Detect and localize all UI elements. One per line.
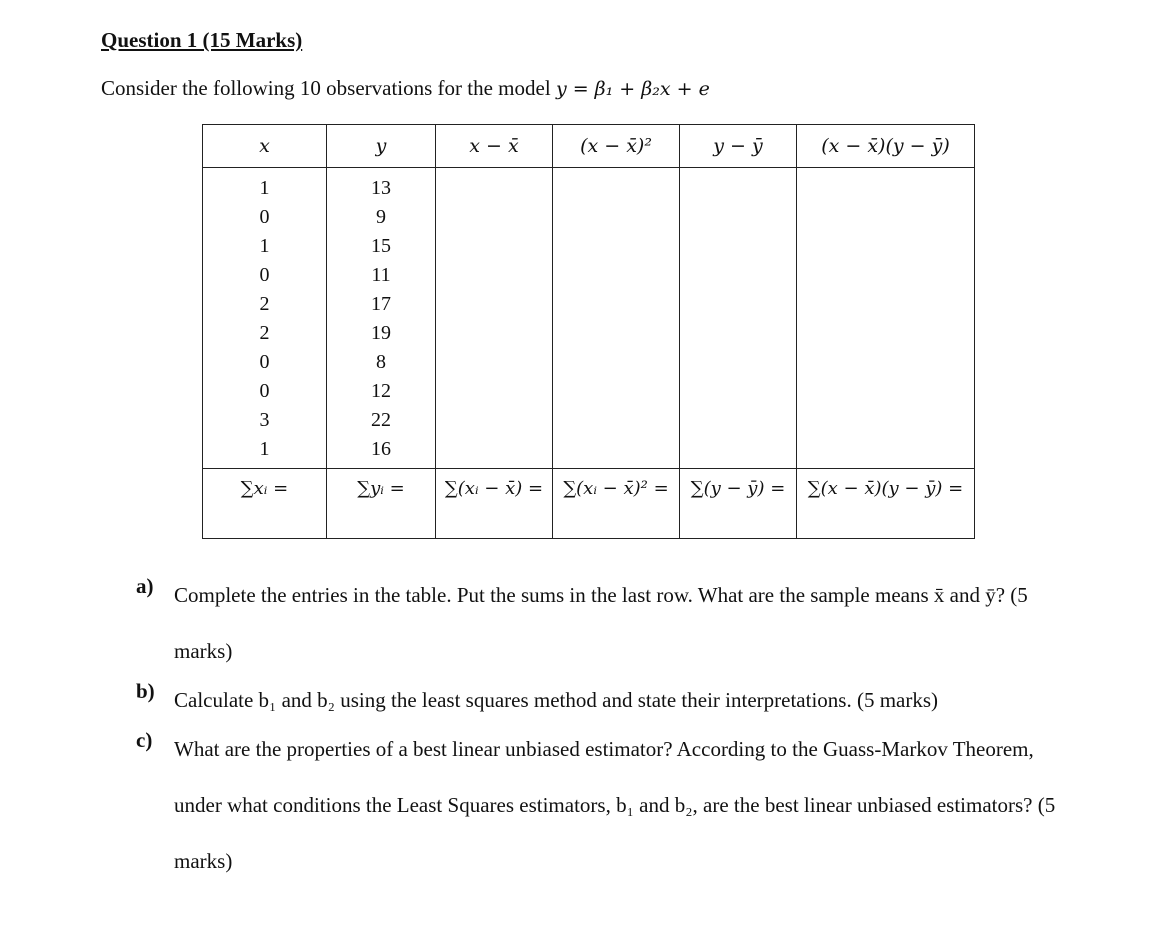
question-part-a [136,574,1086,679]
question-parts [136,574,1086,889]
x-value: 1 [259,438,270,460]
intro-sentence [101,76,710,101]
sum-x-dev-label: ∑(xᵢ − x̄) = [444,478,544,499]
part-text: Calculate b₁ and b₂ using the least squares method and state their interpretations. (5 marks) [174,688,939,712]
sum-cross-product-cell[interactable] [797,469,975,539]
x-value: 0 [259,380,270,402]
sum-x-dev-cell[interactable] [436,469,553,539]
question-title: Question 1 (15 Marks) [101,28,303,52]
x-value: 1 [259,235,270,257]
sum-x-dev-squared-label: ∑(xᵢ − x̄)² = [563,478,669,499]
table-header-row [203,125,975,168]
x-value: 2 [259,322,270,344]
x-value: 0 [259,206,270,228]
y-value: 19 [371,322,391,344]
sum-cross-product-label: ∑(x − x̄)(y − ȳ) = [807,478,964,499]
question-part-c [136,728,1086,889]
sum-x-dev-squared-cell[interactable] [553,469,680,539]
y-value: 16 [371,438,391,460]
part-letter: b) [136,679,155,703]
sum-x-cell[interactable] [203,469,327,539]
header-x: x [203,125,327,168]
x-value: 0 [259,351,270,373]
part-letter: a) [136,574,154,598]
sum-row [203,469,975,539]
cross-product-cell-empty[interactable] [797,168,975,469]
header-x-dev-squared: (x − x̄)² [553,125,680,168]
sum-x-label: ∑xᵢ = [240,478,289,499]
observations-table [202,124,975,539]
x-dev-squared-cell-empty[interactable] [553,168,680,469]
x-value: 0 [259,264,270,286]
x-value: 1 [259,177,270,199]
x-values-cell [203,168,327,469]
y-value: 12 [371,380,391,402]
intro-text: Consider the following 10 observations for the model [101,76,556,100]
y-values-cell [327,168,436,469]
header-x-dev: x − x̄ [436,125,553,168]
y-value: 17 [371,293,391,315]
y-value: 15 [371,235,391,257]
y-value: 9 [376,206,386,228]
x-dev-cell-empty[interactable] [436,168,553,469]
table-data-row [203,168,975,469]
part-text: Complete the entries in the table. Put the sums in the last row. What are the sample means x̄ and ȳ? (5 marks) [174,583,1028,663]
model-formula: y = β₁ + β₂x + e [555,78,710,100]
x-value: 2 [259,293,270,315]
sum-y-dev-label: ∑(y − ȳ) = [690,478,786,499]
header-y: y [327,125,436,168]
header-y-dev: y − ȳ [680,125,797,168]
y-dev-cell-empty[interactable] [680,168,797,469]
y-value: 8 [376,351,386,373]
part-letter: c) [136,728,153,752]
sum-y-dev-cell[interactable] [680,469,797,539]
sum-y-cell[interactable] [327,469,436,539]
part-text: What are the properties of a best linear unbiased estimator? According to the Guass-Markov Theorem, under what conditions the Least Squares estimators, b₁ and b₂, are the best linear unbiased estimators? (5 marks) [174,737,1056,873]
y-value: 22 [371,409,391,431]
x-value: 3 [259,409,270,431]
sum-y-label: ∑yᵢ = [357,478,405,499]
header-cross-product: (x − x̄)(y − ȳ) [797,125,975,168]
y-value: 13 [371,177,391,199]
y-value: 11 [371,264,391,286]
